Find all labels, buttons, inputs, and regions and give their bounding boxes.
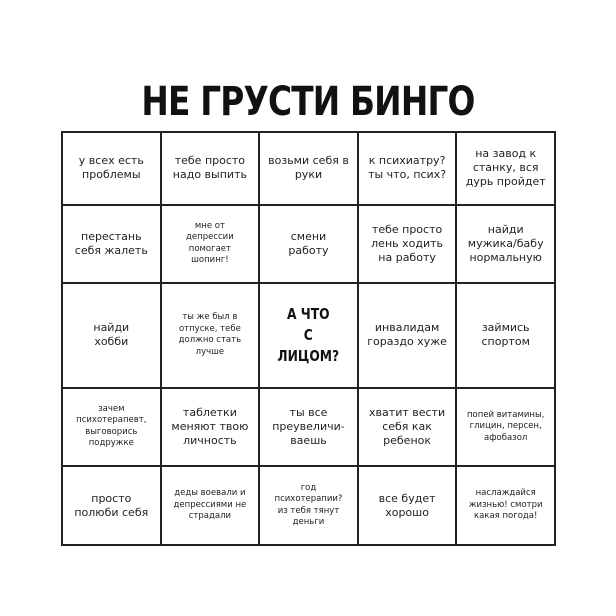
bingo-cell: наслаждайся жизнью! смотри какая погода! [456, 466, 555, 545]
bingo-cell: на завод к станку, вся дурь пройдет [456, 132, 555, 205]
bingo-cell: ты все преувеличи- ваешь [259, 388, 358, 467]
bingo-cell: у всех есть проблемы [62, 132, 161, 205]
bingo-row [62, 205, 555, 284]
bingo-cell: зачем психотерапевт, выговорись подружке [62, 388, 161, 467]
bingo-grid [61, 131, 556, 546]
bingo-cell: найди мужика/бабу нормальную [456, 205, 555, 284]
bingo-row [62, 132, 555, 205]
bingo-cell: к психиатру? ты что, псих? [358, 132, 457, 205]
bingo-cell: хватит вести себя как ребенок [358, 388, 457, 467]
bingo-cell: все будет хорошо [358, 466, 457, 545]
bingo-cell: перестань себя жалеть [62, 205, 161, 284]
bingo-cell: инвалидам гораздо хуже [358, 283, 457, 387]
bingo-cell: просто полюби себя [62, 466, 161, 545]
bingo-cell: тебе просто надо выпить [161, 132, 260, 205]
bingo-cell: деды воевали и депрессиями не страдали [161, 466, 260, 545]
bingo-center-cell [259, 283, 358, 387]
bingo-row [62, 388, 555, 467]
bingo-cell: тебе просто лень ходить на работу [358, 205, 457, 284]
bingo-cell: попей витамины, глицин, персен, афобазол [456, 388, 555, 467]
bingo-row [62, 283, 555, 387]
bingo-row [62, 466, 555, 545]
bingo-cell: найди хобби [62, 283, 161, 387]
bingo-cell: мне от депрессии помогает шопинг! [161, 205, 260, 284]
bingo-cell: займись спортом [456, 283, 555, 387]
bingo-center-label: А ЧТО С ЛИЦОМ? [277, 304, 340, 365]
bingo-cell: смени работу [259, 205, 358, 284]
bingo-cell: год психотерапии? из тебя тянут деньги [259, 466, 358, 545]
bingo-cell: ты же был в отпуске, тебе должно стать лучше [161, 283, 260, 387]
bingo-cell: возьми себя в руки [259, 132, 358, 205]
bingo-cell: таблетки меняют твою личность [161, 388, 260, 467]
page-title: НЕ ГРУСТИ БИНГО [141, 79, 475, 125]
